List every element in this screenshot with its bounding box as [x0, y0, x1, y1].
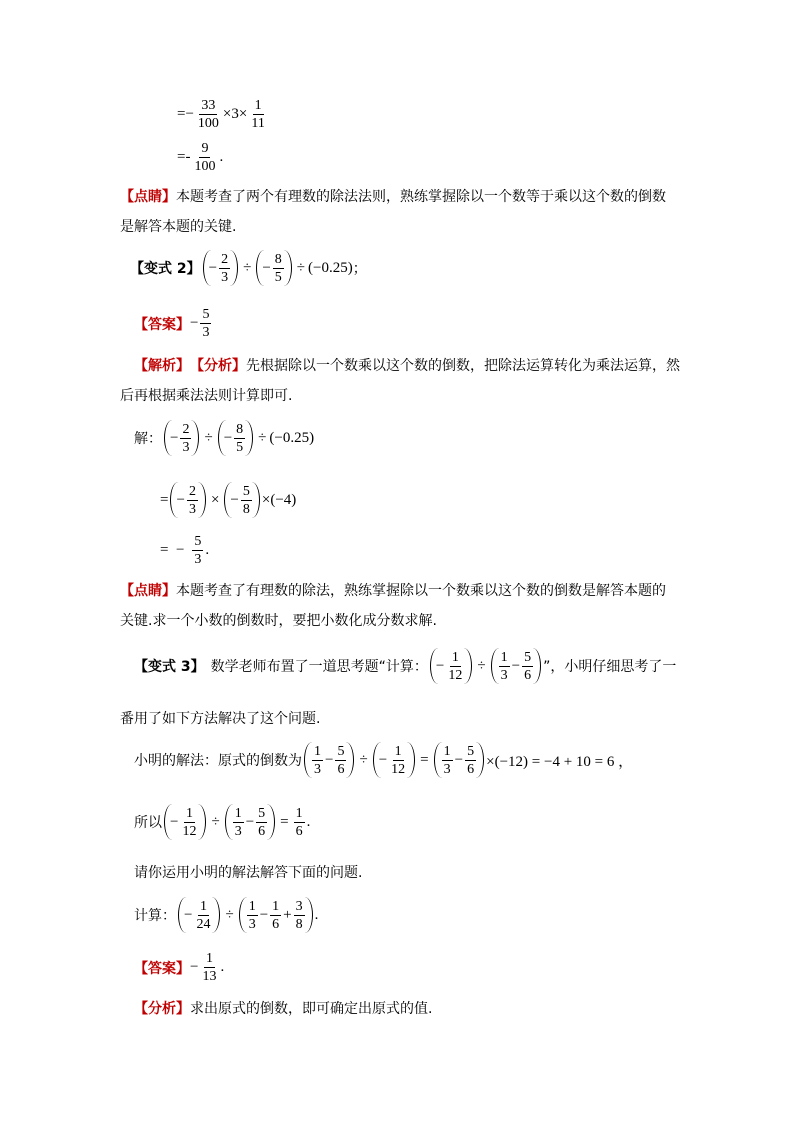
paren-group: $\frac{1}{3}$ − $\frac{5}{6}$ — [491, 648, 541, 684]
answer-2: 【答案】 − $\frac{5}{3}$ — [134, 307, 210, 340]
fraction: $\frac{2}{3}$ — [182, 421, 190, 455]
solution-label: 解： — [134, 431, 162, 447]
fraction: $\frac{5}{3}$ — [202, 307, 210, 340]
fraction: $\frac{1}{12}$ — [391, 743, 406, 777]
equals-minus: =− — [177, 106, 194, 122]
fraction: $\frac{1}{3}$ — [443, 743, 451, 777]
solution-line-3: = − $\frac{5}{3}$ . — [160, 534, 210, 567]
tag-bianshi-3: 【变式 3】 — [134, 659, 205, 675]
paren-group: $\frac{1}{3}$ − $\frac{1}{6}$ + $\frac{3}{8}$ — [239, 897, 313, 933]
paren-group: $\frac{1}{3}$ − $\frac{5}{6}$ — [225, 804, 275, 840]
paren-group: − $\frac{5}{8}$ — [224, 482, 259, 518]
fraction: $\frac{1}{3}$ — [500, 649, 508, 683]
fraction: $\frac{5}{6}$ — [337, 743, 345, 777]
paren-group: − $\frac{2}{3}$ — [203, 250, 238, 286]
dianjing-2-line-1: 【点睛】 本题考查了有理数的除法，熟练掌握除以一个数乘以这个数的倒数是解答本题的 — [120, 580, 794, 600]
paren-group: − $\frac{2}{3}$ — [170, 482, 205, 518]
paren-group: − $\frac{1}{12}$ — [430, 648, 472, 684]
tag-answer: 【答案】 — [134, 316, 190, 333]
fraction: $\frac{1}{13}$ — [202, 951, 217, 984]
tag-answer: 【答案】 — [134, 960, 190, 977]
tag-jiexi: 【解析】 — [134, 358, 190, 374]
paren-group: $\frac{1}{3}$ − $\frac{5}{6}$ — [304, 742, 354, 778]
equals-minus: =- — [177, 149, 191, 165]
paren-group: − $\frac{2}{3}$ — [164, 420, 199, 456]
fraction: $\frac{33}{100}$ — [197, 98, 219, 131]
instruction-line: 请你运用小明的解法解答下面的问题. — [134, 865, 363, 881]
fraction: $\frac{5}{3}$ — [194, 534, 202, 567]
fenxi-line: 【分析】 求出原式的倒数，即可确定出原式的值. — [134, 998, 794, 1018]
fraction: $\frac{5}{6}$ — [258, 805, 266, 839]
paren-group: − $\frac{1}{12}$ — [164, 804, 206, 840]
dianjing-2-line-2: 关键.求一个小数的倒数时，要把小数化成分数求解. — [120, 613, 437, 629]
jiexi-line-1: 【解析】 【分析】 先根据除以一个数乘以这个数的倒数，把除法运算转化为乘法运算，然 — [134, 355, 794, 375]
dianjing-text: 本题考查了两个有理数的除法法则，熟练掌握除以一个数等于乘以这个数的倒数 — [176, 189, 666, 205]
fraction: $\frac{1}{12}$ — [448, 649, 463, 683]
paren-group: − $\frac{8}{5}$ — [256, 250, 291, 286]
fraction: $\frac{9}{100}$ — [194, 141, 216, 174]
fraction: $\frac{1}{24}$ — [196, 898, 211, 932]
xiaoming-solution: 小明的解法：原式的倒数为 $\frac{1}{3}$ − $\frac{5}{6}$ ÷ − $\frac{1}{12}$ = $\frac{1}{3}$ − $\frac{5}{6}$ ×(−12) = −4 + 10 = 6 ， — [134, 743, 634, 777]
fraction: $\frac{8}{5}$ — [274, 251, 282, 285]
fraction: $\frac{1}{3}$ — [248, 898, 256, 932]
tag-dianjing: 【点睛】 — [120, 189, 176, 205]
fraction: $\frac{8}{5}$ — [236, 421, 244, 455]
fraction: $\frac{3}{8}$ — [295, 898, 303, 932]
dianjing-1-line-1 — [120, 186, 794, 206]
fraction: $\frac{1}{6}$ — [295, 805, 303, 839]
jisuan-line: 计算： − $\frac{1}{24}$ ÷ $\frac{1}{3}$ − $\frac{1}{6}$ + $\frac{3}{8}$ . — [134, 898, 319, 932]
tag-bianshi-2: 【变式 2】 — [130, 261, 201, 277]
bianshi-3-line-2: 番用了如下方法解决了这个问题. — [120, 711, 321, 727]
fraction: $\frac{1}{3}$ — [234, 805, 242, 839]
paren-group: − $\frac{8}{5}$ — [218, 420, 253, 456]
fraction: $\frac{5}{6}$ — [467, 743, 475, 777]
dianjing-1-line-2 — [120, 216, 794, 236]
fraction: $\frac{1}{12}$ — [182, 805, 197, 839]
solution-line-2: = − $\frac{2}{3}$ × − $\frac{5}{8}$ ×(−4) — [160, 483, 297, 517]
tag-fenxi: 【分析】 — [190, 358, 246, 374]
suoyi-line: 所以 − $\frac{1}{12}$ ÷ $\frac{1}{3}$ − $\frac{5}{6}$ = $\frac{1}{6}$ . — [134, 805, 311, 839]
paren-group: $\frac{1}{3}$ − $\frac{5}{6}$ — [434, 742, 484, 778]
fraction: $\frac{2}{3}$ — [221, 251, 229, 285]
equation-line-1 — [177, 97, 794, 132]
tag-fenxi: 【分析】 — [134, 1001, 190, 1017]
jiexi-line-2: 后再根据乘法法则计算即可. — [120, 388, 293, 404]
answer-3: 【答案】 − $\frac{1}{13}$ . — [134, 951, 225, 984]
fraction: $\frac{1}{6}$ — [272, 898, 280, 932]
multiply-3: ×3× — [222, 106, 248, 122]
dianjing-text: 是解答本题的关键. — [120, 219, 237, 235]
solution-line-1: 解： − $\frac{2}{3}$ ÷ − $\frac{8}{5}$ ÷ (−0.25) — [134, 421, 315, 455]
bianshi-3-line-1: 【变式 3】 数学老师布置了一道思考题“计算： − $\frac{1}{12}$ ÷ $\frac{1}{3}$ − $\frac{5}{6}$ ”，小明仔细思考了一 — [134, 649, 677, 683]
paren-group: − $\frac{1}{24}$ — [178, 897, 220, 933]
fraction: $\frac{2}{3}$ — [188, 483, 196, 517]
equation-line-2: =- $\frac{9}{100}$ . — [177, 141, 224, 174]
fraction: $\frac{5}{8}$ — [242, 483, 250, 517]
fraction: $\frac{1}{3}$ — [314, 743, 321, 777]
paren-group: − $\frac{1}{12}$ — [373, 742, 415, 778]
bianshi-2: 【变式 2】 − $\frac{2}{3}$ ÷ − $\frac{8}{5}$ ÷ (−0.25) ； — [130, 251, 367, 285]
fraction: $\frac{5}{6}$ — [524, 649, 532, 683]
fraction: $\frac{1}{11}$ — [251, 98, 265, 131]
tag-dianjing: 【点睛】 — [120, 583, 176, 599]
